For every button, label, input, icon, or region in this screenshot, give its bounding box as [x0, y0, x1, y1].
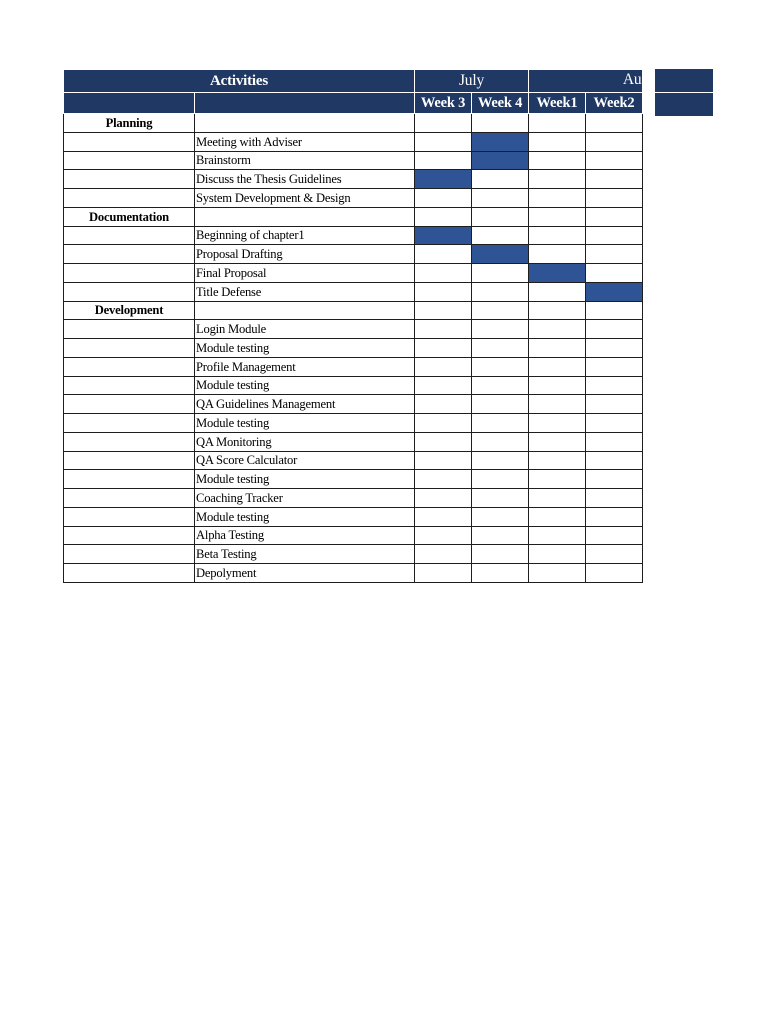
- week-cell[interactable]: [415, 564, 472, 583]
- week-cell[interactable]: [472, 207, 529, 226]
- table-row: [64, 170, 643, 189]
- activity-cell[interactable]: Brainstorm: [195, 151, 415, 170]
- week-cell[interactable]: [529, 564, 586, 583]
- header-row-months: [64, 70, 643, 93]
- week-cell[interactable]: [415, 320, 472, 339]
- week-cell[interactable]: [586, 526, 643, 545]
- week-cell[interactable]: [529, 245, 586, 264]
- table-row: [64, 132, 643, 151]
- week-cell[interactable]: [586, 545, 643, 564]
- week-cell[interactable]: [529, 507, 586, 526]
- week-header: Week1: [529, 93, 586, 114]
- week-cell[interactable]: [415, 151, 472, 170]
- week-cell[interactable]: [415, 301, 472, 320]
- week-cell[interactable]: [472, 489, 529, 508]
- week-cell[interactable]: [586, 170, 643, 189]
- category-cell[interactable]: [64, 170, 195, 189]
- week-cell[interactable]: [415, 432, 472, 451]
- table-row: [64, 320, 643, 339]
- week-cell[interactable]: [529, 339, 586, 358]
- activities-header: Activities: [64, 70, 415, 93]
- gantt-bar-cell[interactable]: [472, 151, 529, 170]
- table-row: [64, 189, 643, 208]
- activity-cell[interactable]: Alpha Testing: [195, 526, 415, 545]
- week-cell[interactable]: [529, 282, 586, 301]
- category-cell[interactable]: [64, 132, 195, 151]
- week-cell[interactable]: [472, 545, 529, 564]
- gantt-bar-cell[interactable]: [472, 132, 529, 151]
- week-header: Week 3: [415, 93, 472, 114]
- week-cell[interactable]: [529, 226, 586, 245]
- week-cell[interactable]: [586, 470, 643, 489]
- week-cell[interactable]: [415, 451, 472, 470]
- week-cell[interactable]: [472, 414, 529, 433]
- activity-cell[interactable]: Login Module: [195, 320, 415, 339]
- week-cell[interactable]: [586, 395, 643, 414]
- gantt-bar-cell[interactable]: [415, 170, 472, 189]
- week-cell[interactable]: [415, 339, 472, 358]
- week-cell[interactable]: [415, 357, 472, 376]
- gantt-table: [63, 69, 649, 583]
- week-cell[interactable]: [586, 114, 643, 133]
- week-cell[interactable]: [529, 395, 586, 414]
- category-cell[interactable]: [64, 432, 195, 451]
- week-cell[interactable]: [415, 207, 472, 226]
- week-cell[interactable]: [586, 414, 643, 433]
- activity-cell[interactable]: Meeting with Adviser: [195, 132, 415, 151]
- gantt-bar-cell[interactable]: [529, 264, 586, 283]
- week-cell[interactable]: [415, 282, 472, 301]
- week-cell[interactable]: [472, 395, 529, 414]
- category-cell[interactable]: [64, 376, 195, 395]
- week-cell[interactable]: [472, 226, 529, 245]
- table-row: [64, 507, 643, 526]
- week-cell[interactable]: [415, 376, 472, 395]
- week-cell[interactable]: [415, 414, 472, 433]
- category-cell[interactable]: [64, 320, 195, 339]
- week-cell[interactable]: [586, 432, 643, 451]
- activity-cell[interactable]: System Development & Design: [195, 189, 415, 208]
- week-cell[interactable]: [472, 376, 529, 395]
- table-row: [64, 470, 643, 489]
- week-cell[interactable]: [472, 282, 529, 301]
- week-cell[interactable]: [472, 320, 529, 339]
- week-cell[interactable]: [529, 114, 586, 133]
- activity-cell[interactable]: [195, 207, 415, 226]
- category-cell[interactable]: [64, 470, 195, 489]
- week-cell[interactable]: [415, 545, 472, 564]
- category-cell[interactable]: [64, 564, 195, 583]
- week-header: Week2: [586, 93, 643, 114]
- category-cell[interactable]: [64, 414, 195, 433]
- activity-cell[interactable]: QA Score Calculator: [195, 451, 415, 470]
- header-blank-category: [64, 93, 195, 114]
- activity-cell[interactable]: Proposal Drafting: [195, 245, 415, 264]
- table-row: [64, 245, 643, 264]
- table-row: [64, 451, 643, 470]
- week-cell[interactable]: [415, 526, 472, 545]
- week-header: Week 4: [472, 93, 529, 114]
- week-cell[interactable]: [415, 470, 472, 489]
- table-row: [64, 545, 643, 564]
- category-cell[interactable]: [64, 395, 195, 414]
- week-cell[interactable]: [586, 207, 643, 226]
- category-cell[interactable]: [64, 339, 195, 358]
- table-row: [64, 226, 643, 245]
- week-cell[interactable]: [472, 526, 529, 545]
- table-row: [64, 414, 643, 433]
- header-blank-activity: [195, 93, 415, 114]
- table-row: [64, 432, 643, 451]
- month-header-july: July: [415, 70, 529, 93]
- week-cell[interactable]: [586, 564, 643, 583]
- gantt-bar-cell[interactable]: [586, 282, 643, 301]
- table-row: [64, 282, 643, 301]
- week-cell[interactable]: [586, 245, 643, 264]
- month-header-aug-label: Aug: [622, 72, 649, 88]
- week-cell[interactable]: [472, 264, 529, 283]
- activity-cell[interactable]: Discuss the Thesis Guidelines: [195, 170, 415, 189]
- table-row: [64, 151, 643, 170]
- week-cell[interactable]: [415, 132, 472, 151]
- week-cell[interactable]: [472, 507, 529, 526]
- week-cell[interactable]: [415, 114, 472, 133]
- category-cell[interactable]: Planning: [64, 114, 195, 133]
- activity-cell[interactable]: [195, 301, 415, 320]
- header-row-weeks: [64, 93, 643, 114]
- activity-cell[interactable]: QA Guidelines Management: [195, 395, 415, 414]
- table-row: [64, 526, 643, 545]
- table-row: [64, 207, 643, 226]
- week-cell[interactable]: [529, 320, 586, 339]
- activity-cell[interactable]: Depolyment: [195, 564, 415, 583]
- week-cell[interactable]: [415, 189, 472, 208]
- week-cell[interactable]: [529, 414, 586, 433]
- category-cell[interactable]: [64, 226, 195, 245]
- activity-cell[interactable]: Module testing: [195, 470, 415, 489]
- activity-cell[interactable]: QA Monitoring: [195, 432, 415, 451]
- week-cell[interactable]: [529, 207, 586, 226]
- week-cell[interactable]: [472, 357, 529, 376]
- week-cell[interactable]: [415, 507, 472, 526]
- week-cell[interactable]: [586, 451, 643, 470]
- activity-cell[interactable]: Profile Management: [195, 357, 415, 376]
- gantt-bar-cell[interactable]: [415, 226, 472, 245]
- week-cell[interactable]: [472, 432, 529, 451]
- week-cell[interactable]: [529, 470, 586, 489]
- week-cell[interactable]: [529, 489, 586, 508]
- week-cell[interactable]: [529, 132, 586, 151]
- table-row: [64, 357, 643, 376]
- activity-cell[interactable]: Module testing: [195, 414, 415, 433]
- table-row: [64, 114, 643, 133]
- week-cell[interactable]: [586, 301, 643, 320]
- week-cell[interactable]: [472, 451, 529, 470]
- table-row: [64, 339, 643, 358]
- activity-cell[interactable]: [195, 114, 415, 133]
- activity-cell[interactable]: Module testing: [195, 507, 415, 526]
- week-cell[interactable]: [586, 226, 643, 245]
- week-cell[interactable]: [529, 301, 586, 320]
- category-cell[interactable]: Documentation: [64, 207, 195, 226]
- category-cell[interactable]: [64, 507, 195, 526]
- gantt-sheet: [63, 69, 649, 583]
- category-cell[interactable]: [64, 189, 195, 208]
- category-cell[interactable]: Development: [64, 301, 195, 320]
- category-cell[interactable]: [64, 489, 195, 508]
- week-cell[interactable]: [529, 151, 586, 170]
- week-cell[interactable]: [472, 564, 529, 583]
- week-cell[interactable]: [529, 376, 586, 395]
- category-cell[interactable]: [64, 151, 195, 170]
- activity-cell[interactable]: Coaching Tracker: [195, 489, 415, 508]
- header-overflow-divider: [655, 69, 713, 93]
- category-cell[interactable]: [64, 264, 195, 283]
- week-cell[interactable]: [472, 114, 529, 133]
- week-cell[interactable]: [586, 151, 643, 170]
- table-row: [64, 395, 643, 414]
- week-cell[interactable]: [586, 376, 643, 395]
- week-cell[interactable]: [472, 170, 529, 189]
- activity-cell[interactable]: Module testing: [195, 376, 415, 395]
- week-cell[interactable]: [472, 189, 529, 208]
- week-cell[interactable]: [529, 357, 586, 376]
- activity-cell[interactable]: Beginning of chapter1: [195, 226, 415, 245]
- week-cell[interactable]: [415, 245, 472, 264]
- month-header-aug: [529, 70, 649, 93]
- week-cell[interactable]: [586, 489, 643, 508]
- week-cell[interactable]: [529, 189, 586, 208]
- week-cell[interactable]: [529, 170, 586, 189]
- activity-cell[interactable]: Final Proposal: [195, 264, 415, 283]
- week-cell[interactable]: [529, 432, 586, 451]
- activity-cell[interactable]: Beta Testing: [195, 545, 415, 564]
- week-cell[interactable]: [586, 320, 643, 339]
- activity-cell[interactable]: Module testing: [195, 339, 415, 358]
- table-row: [64, 264, 643, 283]
- category-cell[interactable]: [64, 545, 195, 564]
- week-cell[interactable]: [586, 357, 643, 376]
- table-row: [64, 489, 643, 508]
- week-cell[interactable]: [586, 264, 643, 283]
- week-cell[interactable]: [586, 507, 643, 526]
- week-cell[interactable]: [415, 264, 472, 283]
- category-cell[interactable]: [64, 357, 195, 376]
- category-cell[interactable]: [64, 245, 195, 264]
- week-cell[interactable]: [586, 189, 643, 208]
- table-row: [64, 376, 643, 395]
- week-cell[interactable]: [586, 132, 643, 151]
- week-cell[interactable]: [529, 451, 586, 470]
- week-cell[interactable]: [472, 301, 529, 320]
- activity-cell[interactable]: Title Defense: [195, 282, 415, 301]
- category-cell[interactable]: [64, 526, 195, 545]
- table-row: [64, 564, 643, 583]
- gantt-bar-cell[interactable]: [472, 245, 529, 264]
- week-cell[interactable]: [472, 470, 529, 489]
- week-cell[interactable]: [586, 339, 643, 358]
- week-cell[interactable]: [529, 526, 586, 545]
- week-cell[interactable]: [529, 545, 586, 564]
- table-row: [64, 301, 643, 320]
- week-cell[interactable]: [415, 489, 472, 508]
- category-cell[interactable]: [64, 451, 195, 470]
- week-cell[interactable]: [472, 339, 529, 358]
- category-cell[interactable]: [64, 282, 195, 301]
- week-cell[interactable]: [415, 395, 472, 414]
